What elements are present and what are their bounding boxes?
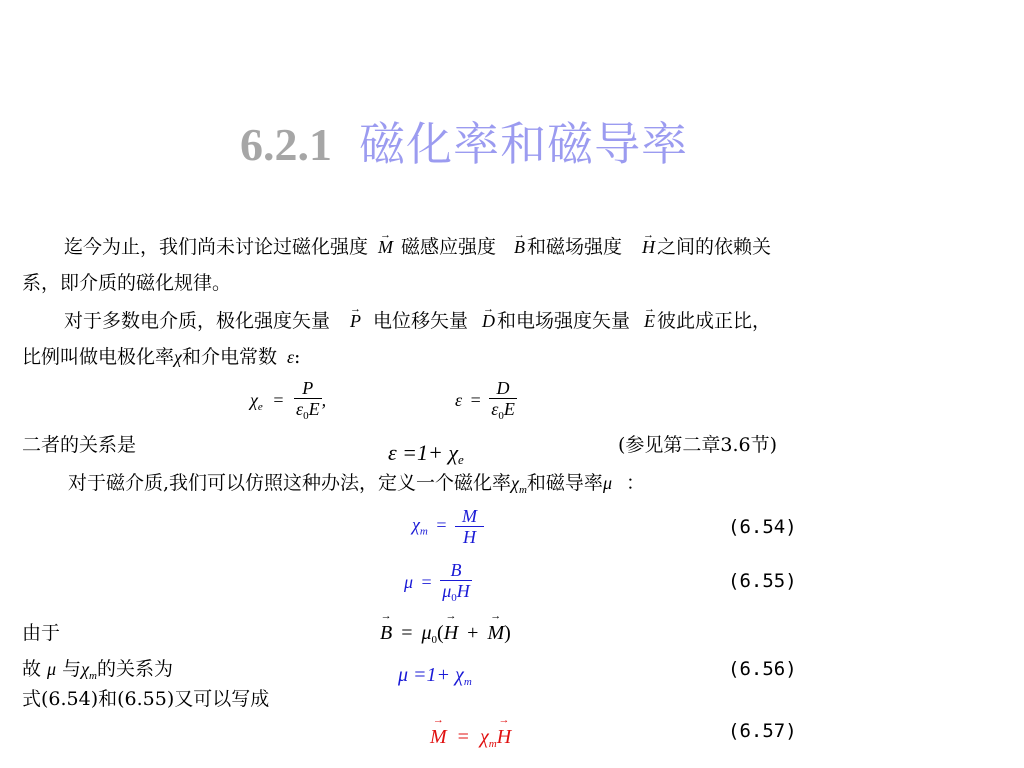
p2-text-1: 对于多数电介质，极化强度矢量: [64, 310, 331, 332]
vector-B: → B: [514, 236, 525, 258]
eq656-chi: χ: [81, 659, 89, 679]
eq-chi-e-sub: e: [257, 401, 263, 414]
eq-chi-e-comma: ,: [321, 390, 327, 411]
symbol-mu: μ: [602, 473, 612, 493]
vector-H: → H: [642, 236, 655, 258]
p2-colon: :: [294, 346, 301, 368]
eq654-lhs: χ: [412, 514, 420, 535]
equation-6-55: [404, 560, 472, 608]
eq-chi-e-equals: =: [273, 390, 284, 411]
symbol-chi-m: [511, 473, 527, 496]
eq-eps-den-E: E: [503, 399, 515, 419]
relation-label: 二者的关系是: [22, 434, 137, 456]
eq657-vector-M: → M: [430, 726, 447, 749]
eq655-lhs: μ: [404, 572, 414, 593]
vector-M: → M: [378, 236, 393, 258]
eq-chi-e-fraction: [294, 378, 322, 426]
eq657-vector-H: → H: [497, 726, 511, 749]
eq-chi-e-den-sub: 0: [303, 410, 309, 422]
eq655-den-sub: 0: [451, 592, 457, 604]
p3-text-2: 和磁导率: [526, 472, 603, 494]
vector-D: → D: [482, 310, 495, 332]
relation-reference: (参见第二章3.6节): [618, 434, 778, 456]
relation-eq-main: ε =1+ χ: [388, 440, 459, 465]
eq654-denominator: H: [455, 526, 484, 547]
p2-text-2: 电位移矢量: [373, 310, 469, 332]
equation-number-6-54: (6.54): [728, 516, 797, 538]
eq-eps-numerator: D: [496, 378, 510, 398]
relation-equation: [388, 440, 464, 468]
eq654-equals: =: [436, 514, 447, 535]
since-vector-M: → M: [487, 622, 504, 645]
paragraph-1-line-2: 系，即介质的磁化规律。: [22, 272, 232, 294]
eq655-den-H: H: [456, 581, 470, 601]
rewrite-label: 式(6.54)和(6.55)又可以写成: [22, 688, 270, 710]
symbol-epsilon: ε: [286, 347, 295, 367]
eq-chi-e-numerator: P: [302, 378, 314, 398]
since-label: 由于: [22, 622, 61, 644]
eq654-fraction: [455, 506, 484, 547]
equation-chi-e: [250, 378, 326, 426]
eq657-sub: m: [488, 738, 497, 750]
p1-text-3: 和磁场强度: [527, 236, 623, 258]
eq-eps-den-eps: ε: [491, 399, 499, 419]
symbol-chi: χ: [174, 347, 182, 367]
eq-eps-den-sub: 0: [498, 410, 504, 422]
eq-chi-e-denominator: [294, 398, 322, 426]
equation-number-6-55: (6.55): [728, 570, 797, 592]
section-number: 6.2.1: [240, 119, 332, 170]
vector-P: → P: [350, 310, 361, 332]
eq-eps-equals: =: [470, 390, 481, 411]
eq654-sub: m: [419, 525, 428, 538]
p3-text-1: 对于磁介质,我们可以仿照这种办法，定义一个磁化率: [68, 472, 512, 494]
eq656-label-a: 故: [22, 658, 42, 680]
p2-text-5: 比例叫做电极化率: [22, 346, 175, 368]
eq655-fraction: [440, 560, 472, 608]
equation-number-6-56: (6.56): [728, 658, 797, 680]
equation-6-54: [412, 506, 484, 547]
p1-text-4: 之间的依赖关: [657, 236, 772, 258]
equation-number-6-57: (6.57): [728, 720, 797, 742]
eq656-chi-m: [81, 659, 97, 682]
p2-text-4: 彼此成正比，: [657, 310, 772, 332]
eq656-label-b: 与: [62, 658, 82, 680]
eq655-den-mu: μ: [442, 581, 452, 601]
eq657-chi: χ: [479, 726, 489, 748]
eq655-numerator: B: [450, 560, 462, 580]
eq-chi-e-den-E: E: [308, 399, 320, 419]
eq656-main: μ =1+ χ: [398, 664, 464, 686]
since-open-paren: (: [437, 622, 444, 644]
eq654-numerator: M: [462, 506, 478, 526]
p3-chi-sub: m: [518, 484, 527, 496]
p1-text-2: 磁感应强度: [401, 236, 497, 258]
eq656-label-c: 的关系为: [96, 658, 173, 680]
since-vector-B: → B: [380, 622, 392, 645]
eq-chi-e-den-eps: ε: [295, 399, 304, 419]
since-plus: +: [467, 622, 479, 644]
equation-epsilon: [455, 378, 517, 426]
paragraph-2-line-1: [64, 310, 771, 332]
p2-text-3: 和电场强度矢量: [497, 310, 631, 332]
mu-chi-relation-label: [22, 658, 173, 687]
vector-E: → E: [644, 310, 655, 332]
p1-text-1: 迄今为止，我们尚未讨论过磁化强度: [64, 236, 369, 258]
since-vector-H: → H: [444, 622, 458, 645]
since-mu-sub: 0: [431, 634, 438, 646]
eq-chi-e-lhs: χ: [250, 390, 258, 411]
paragraph-2-line-2: [22, 346, 300, 368]
eq655-equals: =: [421, 572, 432, 593]
since-close-paren: ): [504, 622, 511, 644]
paragraph-3: [68, 472, 645, 501]
eq-eps-lhs: ε: [455, 390, 463, 411]
eq-eps-fraction: [489, 378, 517, 426]
paragraph-1-line-1: [64, 236, 771, 258]
relation-eq-sub: e: [458, 452, 464, 467]
eq-eps-denominator: [489, 398, 517, 426]
equation-6-56: [398, 664, 472, 688]
eq655-denominator: [440, 580, 472, 608]
since-equals: =: [401, 622, 413, 644]
eq656-chi-sub: m: [89, 670, 97, 682]
eq656-mu: μ: [47, 659, 57, 679]
eq657-equals: =: [457, 726, 469, 748]
p3-chi: χ: [511, 473, 519, 493]
eq656-sub: m: [463, 676, 472, 688]
slide-title: [240, 108, 688, 174]
p3-colon: ：: [625, 472, 645, 494]
equation-6-57: [430, 726, 511, 750]
since-mu: μ: [421, 622, 432, 644]
equation-b-field: [380, 622, 511, 646]
section-title: 磁化率和磁导率: [359, 117, 689, 171]
p2-text-6: 和介电常数: [181, 346, 277, 368]
